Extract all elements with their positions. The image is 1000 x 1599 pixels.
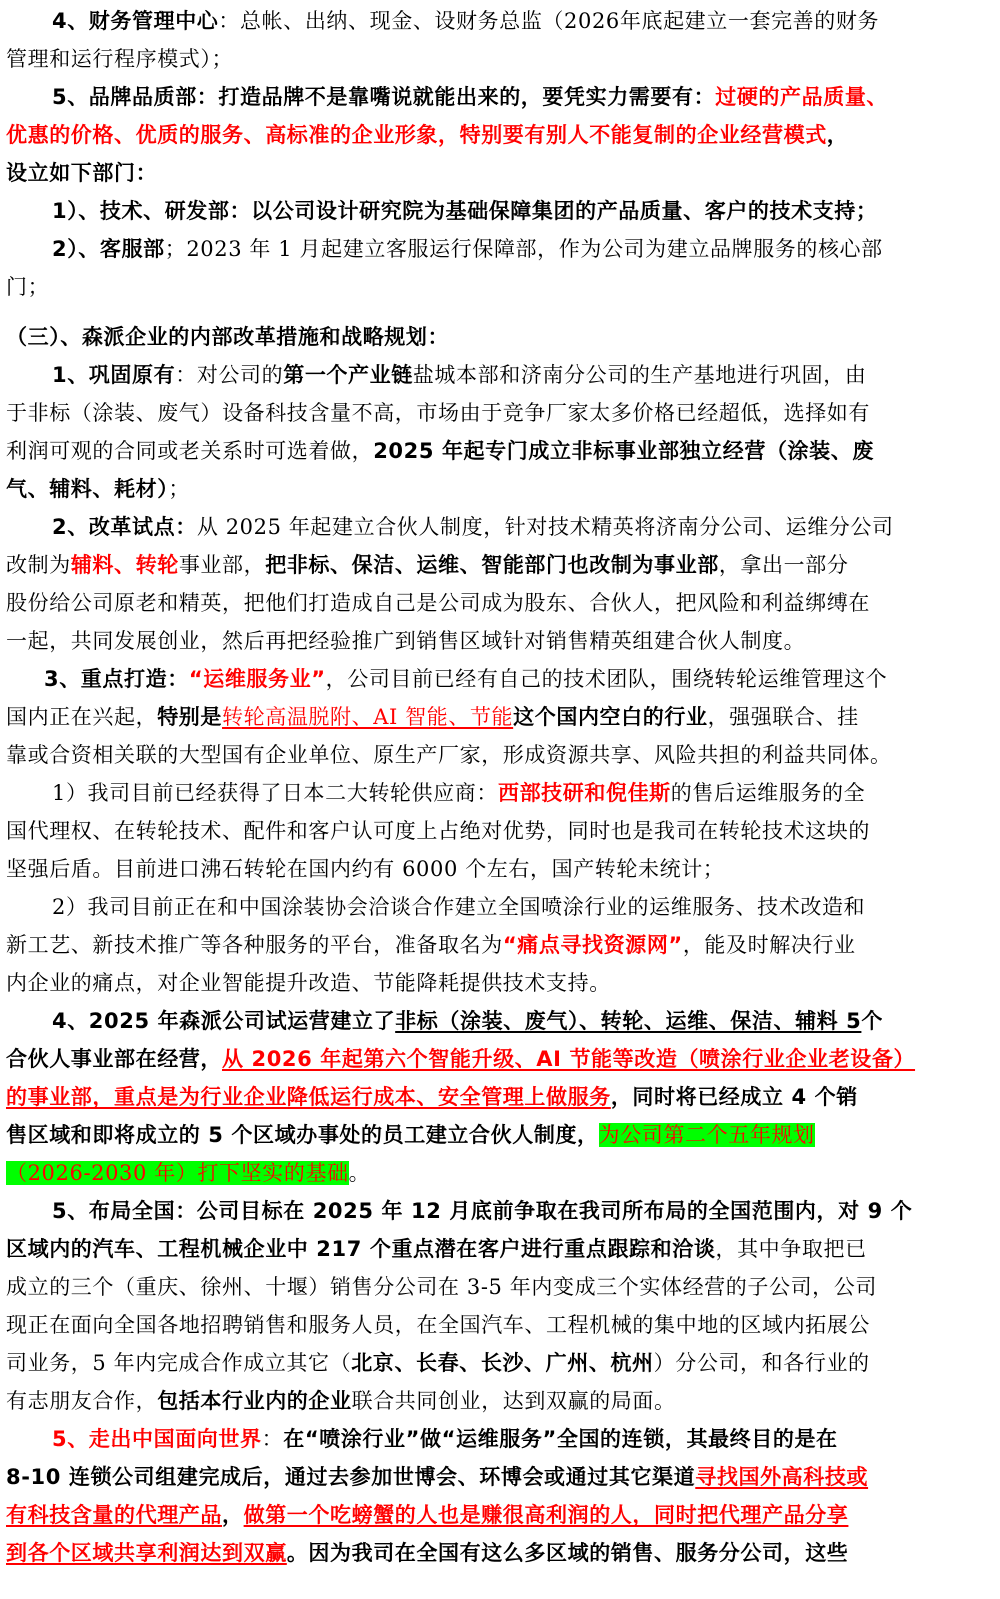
text-segment: ：总帐、出纳、现金、设财务总监（2026年底起建立一套完善的财务 [218, 9, 880, 33]
text-segment: 于非标（涂装、废气）设备科技含量不高，市场由于竞争厂家太多价格已经超低，选择如有 [6, 401, 870, 425]
text-segment: 联合共同创业，达到双赢的局面。 [351, 1389, 676, 1413]
text-segment: 合伙人事业部在经营， [6, 1047, 222, 1071]
text-segment: ，能及时解决行业 [682, 933, 856, 957]
text-line [0, 1344, 1000, 1382]
text-segment: 新工艺、新技术推广等各种服务的平台，准备取名为 [6, 933, 503, 957]
text-line [0, 192, 1000, 230]
text-line [0, 1116, 1000, 1154]
text-segment: 优惠的价格、优质的服务、高标准的企业形象，特别要有别人不能复制的企业经营模式 [6, 123, 827, 147]
text-segment: 现正在面向全国各地招聘销售和服务人员，在全国汽车、工程机械的集中地的区域内拓展公 [6, 1313, 870, 1337]
text-segment: 西部技研和倪佳斯 [497, 781, 671, 805]
text-segment: 利润可观的合同或老关系时可选着做， [6, 439, 374, 463]
text-segment: 区域内的汽车、工程机械企业中 217 个重点潜在客户进行重点跟踪和洽谈 [6, 1237, 716, 1261]
text-line [0, 774, 1000, 812]
text-segment: 从 2025 年起建立合伙人制度，针对技术精英将济南分公司、运维分公司 [196, 515, 894, 539]
text-segment: ， [222, 1503, 244, 1527]
text-line [0, 1192, 1000, 1230]
text-segment: 这个国内空白的行业 [513, 705, 708, 729]
text-segment: 2025 年起专门成立非标事业部独立经营（涂装、废 [373, 439, 874, 463]
text-line [0, 1268, 1000, 1306]
text-segment: ，其中争取把已 [715, 1237, 867, 1261]
text-segment: 的事业部，重点是为行业企业降低运行成本、安全管理上做服务 [6, 1085, 611, 1109]
text-segment: 成立的三个（重庆、徐州、十堰）销售分公司在 3-5 年内变成三个实体经营的子公司，公司 [6, 1275, 877, 1299]
text-segment: 5、走出中国面向世界 [52, 1427, 262, 1451]
text-segment: 4、财务管理中心 [52, 9, 219, 33]
text-line [0, 888, 1000, 926]
text-segment: 做第一个吃螃蟹的人也是赚很高利润的人，同时把代理产品分享 [243, 1503, 849, 1527]
text-line [0, 78, 1000, 116]
text-line [0, 546, 1000, 584]
text-segment: 寻找国外高科技或 [695, 1465, 869, 1489]
text-line [0, 736, 1000, 774]
text-line [0, 812, 1000, 850]
text-line [0, 508, 1000, 546]
text-segment: 1）我司目前已经获得了日本二大转轮供应商： [52, 781, 498, 805]
text-segment: 2）、客服部 [52, 237, 165, 261]
text-segment: 4、2025 年森派公司试运营建立了 [52, 1009, 396, 1033]
text-line [0, 1382, 1000, 1420]
text-segment: 一起，共同发展创业，然后再把经验推广到销售区域针对销售精英组建合伙人制度。 [6, 629, 806, 653]
text-segment: 气、辅料、耗材） [6, 477, 169, 501]
text-segment: ， [826, 123, 849, 147]
text-segment: 到各个区域共享利润达到双赢 [6, 1541, 287, 1565]
text-segment: 1、巩固原有 [52, 363, 176, 387]
text-line [0, 432, 1000, 470]
text-segment: 3、重点打造： [44, 667, 189, 691]
text-segment: 国内正在兴起， [6, 705, 158, 729]
text-segment: ：对公司的 [175, 363, 284, 387]
text-line [0, 660, 1000, 698]
text-segment: ；2023 年 1 月起建立客服运行保障部，作为公司为建立品牌服务的核心部 [164, 237, 883, 261]
text-line [0, 698, 1000, 736]
text-segment: 1）、技术、研发部：以公司设计研究院为基础保障集团的产品质量、客户的技术支持； [52, 199, 878, 223]
text-segment: （三）、森派企业的内部改革措施和战略规划： [6, 325, 450, 349]
text-line [0, 1458, 1000, 1496]
text-segment: 的售后运维服务的全 [670, 781, 866, 805]
text-line [0, 1040, 1000, 1078]
text-segment: 内企业的痛点，对企业智能提升改造、节能降耗提供技术支持。 [6, 971, 611, 995]
text-segment: 改制为 [6, 553, 71, 577]
text-segment: “运维服务业” [188, 667, 326, 691]
text-line [0, 622, 1000, 660]
text-line [0, 40, 1000, 78]
text-segment: ，公司目前已经有自己的技术团队，围绕转轮运维管理这个 [325, 667, 888, 691]
text-line [0, 230, 1000, 268]
text-segment: 门； [6, 275, 50, 299]
text-segment: 转轮高温脱附、AI 智能、节能 [222, 705, 514, 729]
text-segment: 非标（涂装、废气）、转轮、运维、保洁、辅料 5 [395, 1009, 862, 1033]
text-segment: ）分公司，和各行业的 [653, 1351, 870, 1375]
text-line [0, 926, 1000, 964]
text-segment: 把非标、保洁、运维、智能部门也改制为事业部 [265, 553, 719, 577]
text-line [0, 1154, 1000, 1192]
text-segment: 售区域和即将成立的 5 个区域办事处的员工建立合伙人制度， [6, 1123, 599, 1147]
text-segment: 2）我司目前正在和中国涂装协会洽谈合作建立全国喷涂行业的运维服务、技术改造和 [52, 895, 866, 919]
text-line [0, 356, 1000, 394]
text-segment: 管理和运行程序模式）； [6, 47, 234, 71]
text-segment: 坚强后盾。目前进口沸石转轮在国内约有 6000 个左右，国产转轮未统计； [6, 857, 725, 881]
text-segment: 。因为我司在全国有这么多区域的销售、服务分公司，这些 [286, 1541, 849, 1565]
text-line [0, 1078, 1000, 1116]
text-segment: 盐城本部和济南分公司的生产基地进行巩固，由 [412, 363, 867, 387]
text-segment: 第一个产业链 [283, 363, 413, 387]
text-line [0, 1002, 1000, 1040]
text-segment: 国代理权、在转轮技术、配件和客户认可度上占绝对优势，同时也是我司在转轮技术这块的 [6, 819, 870, 843]
text-segment: 在“喷涂行业”做“运维服务”全国的连锁，其最终目的是在 [283, 1427, 838, 1451]
text-line [0, 1306, 1000, 1344]
text-line [0, 964, 1000, 1002]
text-segment: 靠或合资相关联的大型国有企业单位、原生产厂家，形成资源共享、风险共担的利益共同体。 [6, 743, 892, 767]
text-line [0, 1230, 1000, 1268]
text-segment: 设立如下部门： [6, 161, 158, 185]
text-segment: 从 2026 年起第六个智能升级、AI 节能等改造（喷涂行业企业老设备） [222, 1047, 916, 1071]
text-line [0, 850, 1000, 888]
text-line [0, 1420, 1000, 1458]
text-line [0, 2, 1000, 40]
text-segment: 股份给公司原老和精英，把他们打造成自己是公司成为股东、合伙人，把风险和利益绑缚在 [6, 591, 870, 615]
text-line [0, 154, 1000, 192]
text-line [0, 1534, 1000, 1572]
text-line [0, 268, 1000, 306]
text-segment: 5、品牌品质部：打造品牌不是靠嘴说就能出来的，要凭实力需要有： [52, 85, 716, 109]
text-line [0, 584, 1000, 622]
text-line [0, 394, 1000, 432]
text-segment: 北京、长春、长沙、广州、杭州 [351, 1351, 654, 1375]
text-segment: 有科技含量的代理产品 [6, 1503, 222, 1527]
text-segment: 有志朋友合作， [6, 1389, 158, 1413]
text-segment: 过硬的产品质量、 [715, 85, 889, 109]
text-segment: 司业务，5 年内完成合作成立其它（ [6, 1351, 352, 1375]
text-segment: 2、改革试点： [52, 515, 197, 539]
text-segment: 。 [348, 1161, 371, 1185]
text-segment: ： [261, 1427, 284, 1451]
text-segment: “痛点寻找资源网” [502, 933, 683, 957]
text-line [0, 1496, 1000, 1534]
text-segment: ，同时将已经成立 4 个销 [610, 1085, 858, 1109]
text-line [0, 318, 1000, 356]
text-segment: ，拿出一部分 [718, 553, 849, 577]
text-segment: 事业部， [178, 553, 266, 577]
text-segment: ； [168, 477, 190, 501]
text-segment: 个 [861, 1009, 884, 1033]
text-segment: ，强强联合、挂 [707, 705, 859, 729]
text-segment: 为公司第二个五年规划 [598, 1123, 815, 1147]
text-segment: （2026-2030 年）打下坚实的基础 [6, 1161, 349, 1185]
text-segment: 包括本行业内的企业 [157, 1389, 352, 1413]
text-segment: 特别是 [157, 705, 223, 729]
text-segment: 5、布局全国：公司目标在 2025 年 12 月底前争取在我司所布局的全国范围内，对 9 个 [52, 1199, 913, 1223]
text-line [0, 116, 1000, 154]
text-segment: 辅料、转轮 [70, 553, 179, 577]
text-segment: 8-10 连锁公司组建完成后，通过去参加世博会、环博会或通过其它渠道 [6, 1465, 696, 1489]
text-line [0, 470, 1000, 508]
